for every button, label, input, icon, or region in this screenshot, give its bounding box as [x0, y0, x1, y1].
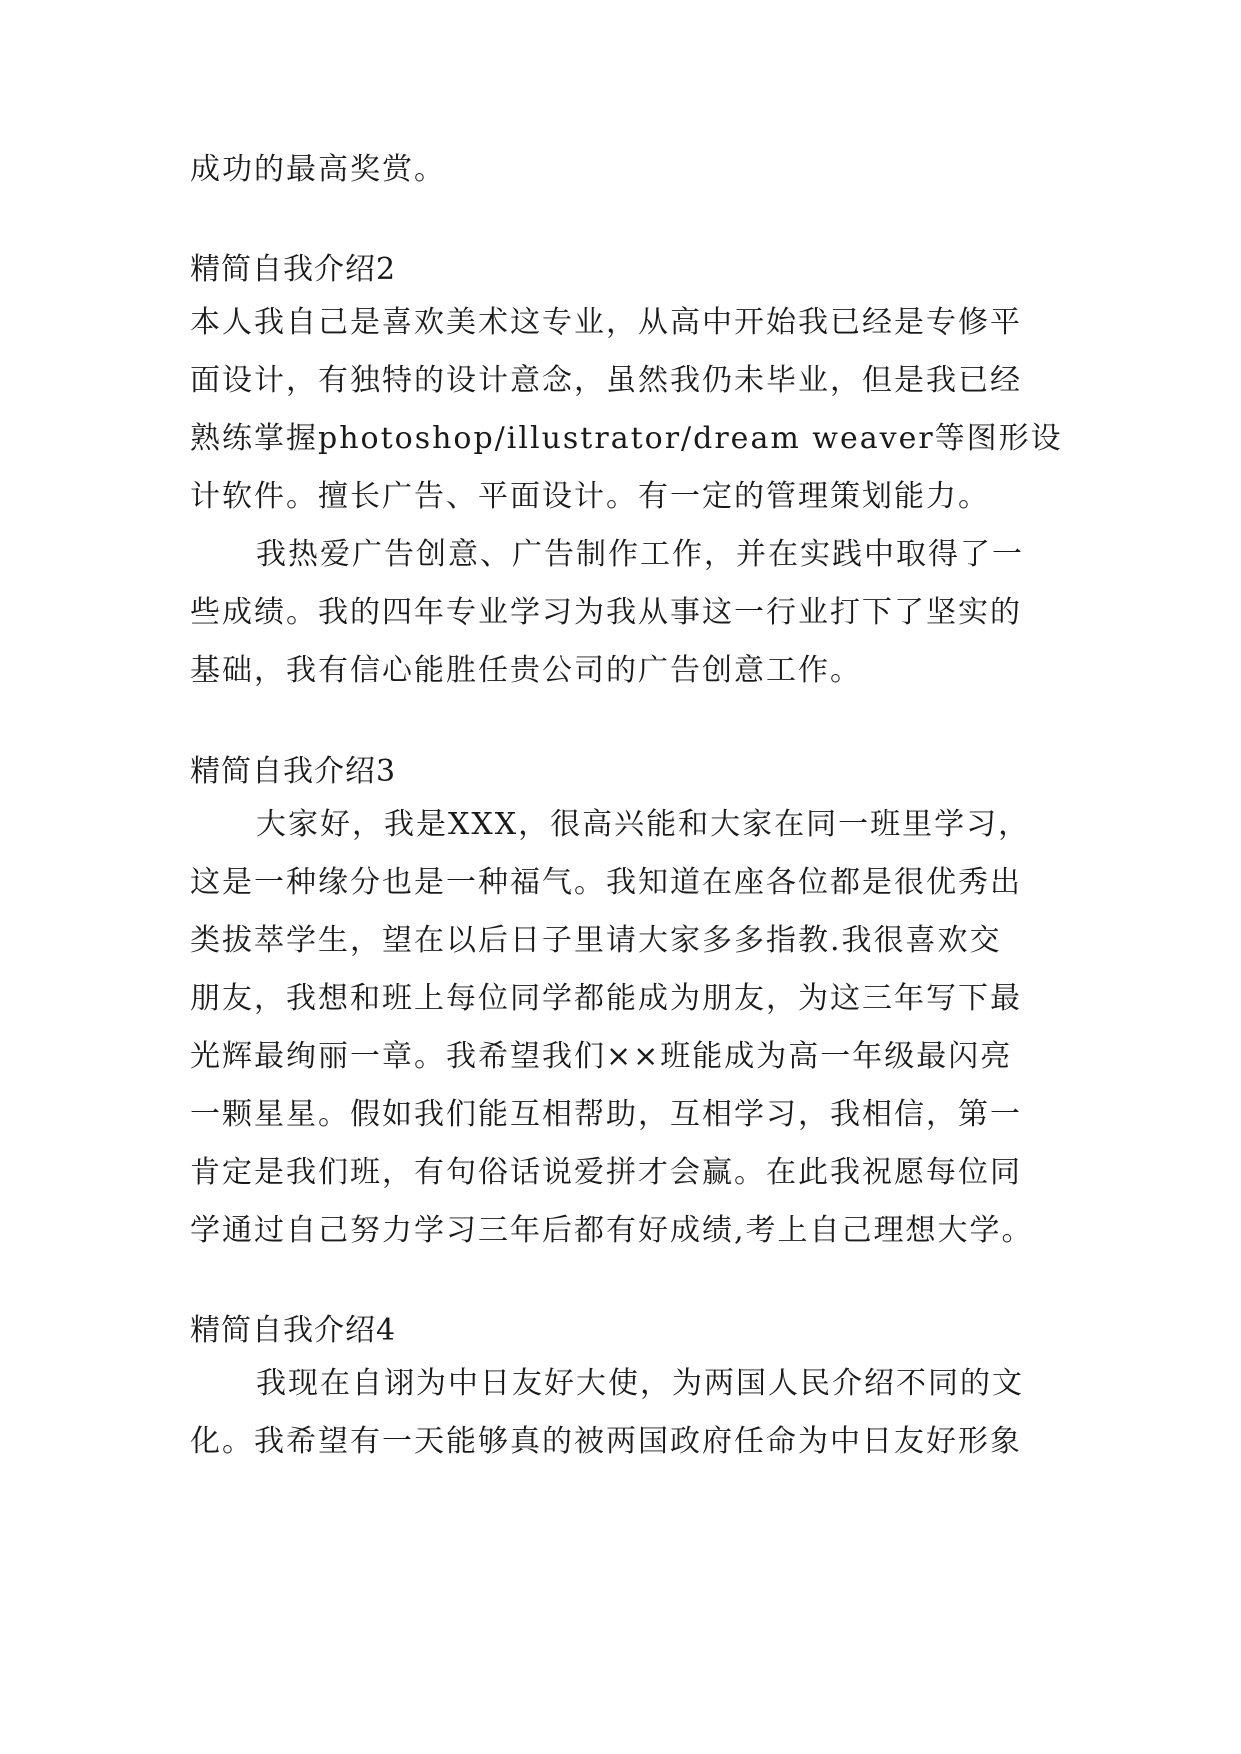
section-2-line-1: 本人我自己是喜欢美术这专业，从高中开始我已经是专修平 [190, 305, 1022, 340]
section-3-line-5: 光辉最绚丽一章。我希望我们××班能成为高一年级最闪亮 [190, 1039, 1013, 1074]
section-2-line-2: 面设计，有独特的设计意念，虽然我仍未毕业，但是我已经 [190, 363, 1022, 398]
section-2-line-3: 熟练掌握photoshop/illustrator/dream weaver等图形设 [190, 421, 1063, 456]
section-2-line-7: 基础，我有信心能胜任贵公司的广告创意工作。 [190, 653, 862, 688]
section-4-heading: 精简自我介绍4 [190, 1313, 397, 1348]
section-3-line-8: 学通过自己努力学习三年后都有好成绩,考上自己理想大学。 [190, 1213, 1034, 1248]
section-2-line-4: 计软件。擅长广告、平面设计。有一定的管理策划能力。 [190, 479, 990, 514]
section-2-line-5: 我热爱广告创意、广告制作工作，并在实践中取得了一 [256, 537, 1024, 572]
section-2-heading: 精简自我介绍2 [190, 252, 397, 287]
section-3-line-3: 类拔萃学生，望在以后日子里请大家多多指教.我很喜欢交 [190, 923, 1002, 958]
section-4-line-2: 化。我希望有一天能够真的被两国政府任命为中日友好形象 [190, 1424, 1022, 1459]
section-3-line-1: 大家好，我是XXX，很高兴能和大家在同一班里学习， [256, 807, 1031, 842]
section-3-heading: 精简自我介绍3 [190, 754, 397, 789]
section-4-line-1: 我现在自诩为中日友好大使，为两国人民介绍不同的文 [256, 1366, 1024, 1401]
section-3-line-7: 肯定是我们班，有句俗话说爱拼才会赢。在此我祝愿每位同 [190, 1155, 1022, 1190]
section-2-line-6: 些成绩。我的四年专业学习为我从事这一行业打下了坚实的 [190, 595, 1022, 630]
section-3-line-6: 一颗星星。假如我们能互相帮助，互相学习，我相信，第一 [190, 1097, 1022, 1132]
section-3-line-4: 朋友，我想和班上每位同学都能成为朋友，为这三年写下最 [190, 981, 1022, 1016]
intro-tail-line: 成功的最高奖赏。 [190, 152, 446, 187]
section-3-line-2: 这是一种缘分也是一种福气。我知道在座各位都是很优秀出 [190, 865, 1022, 900]
